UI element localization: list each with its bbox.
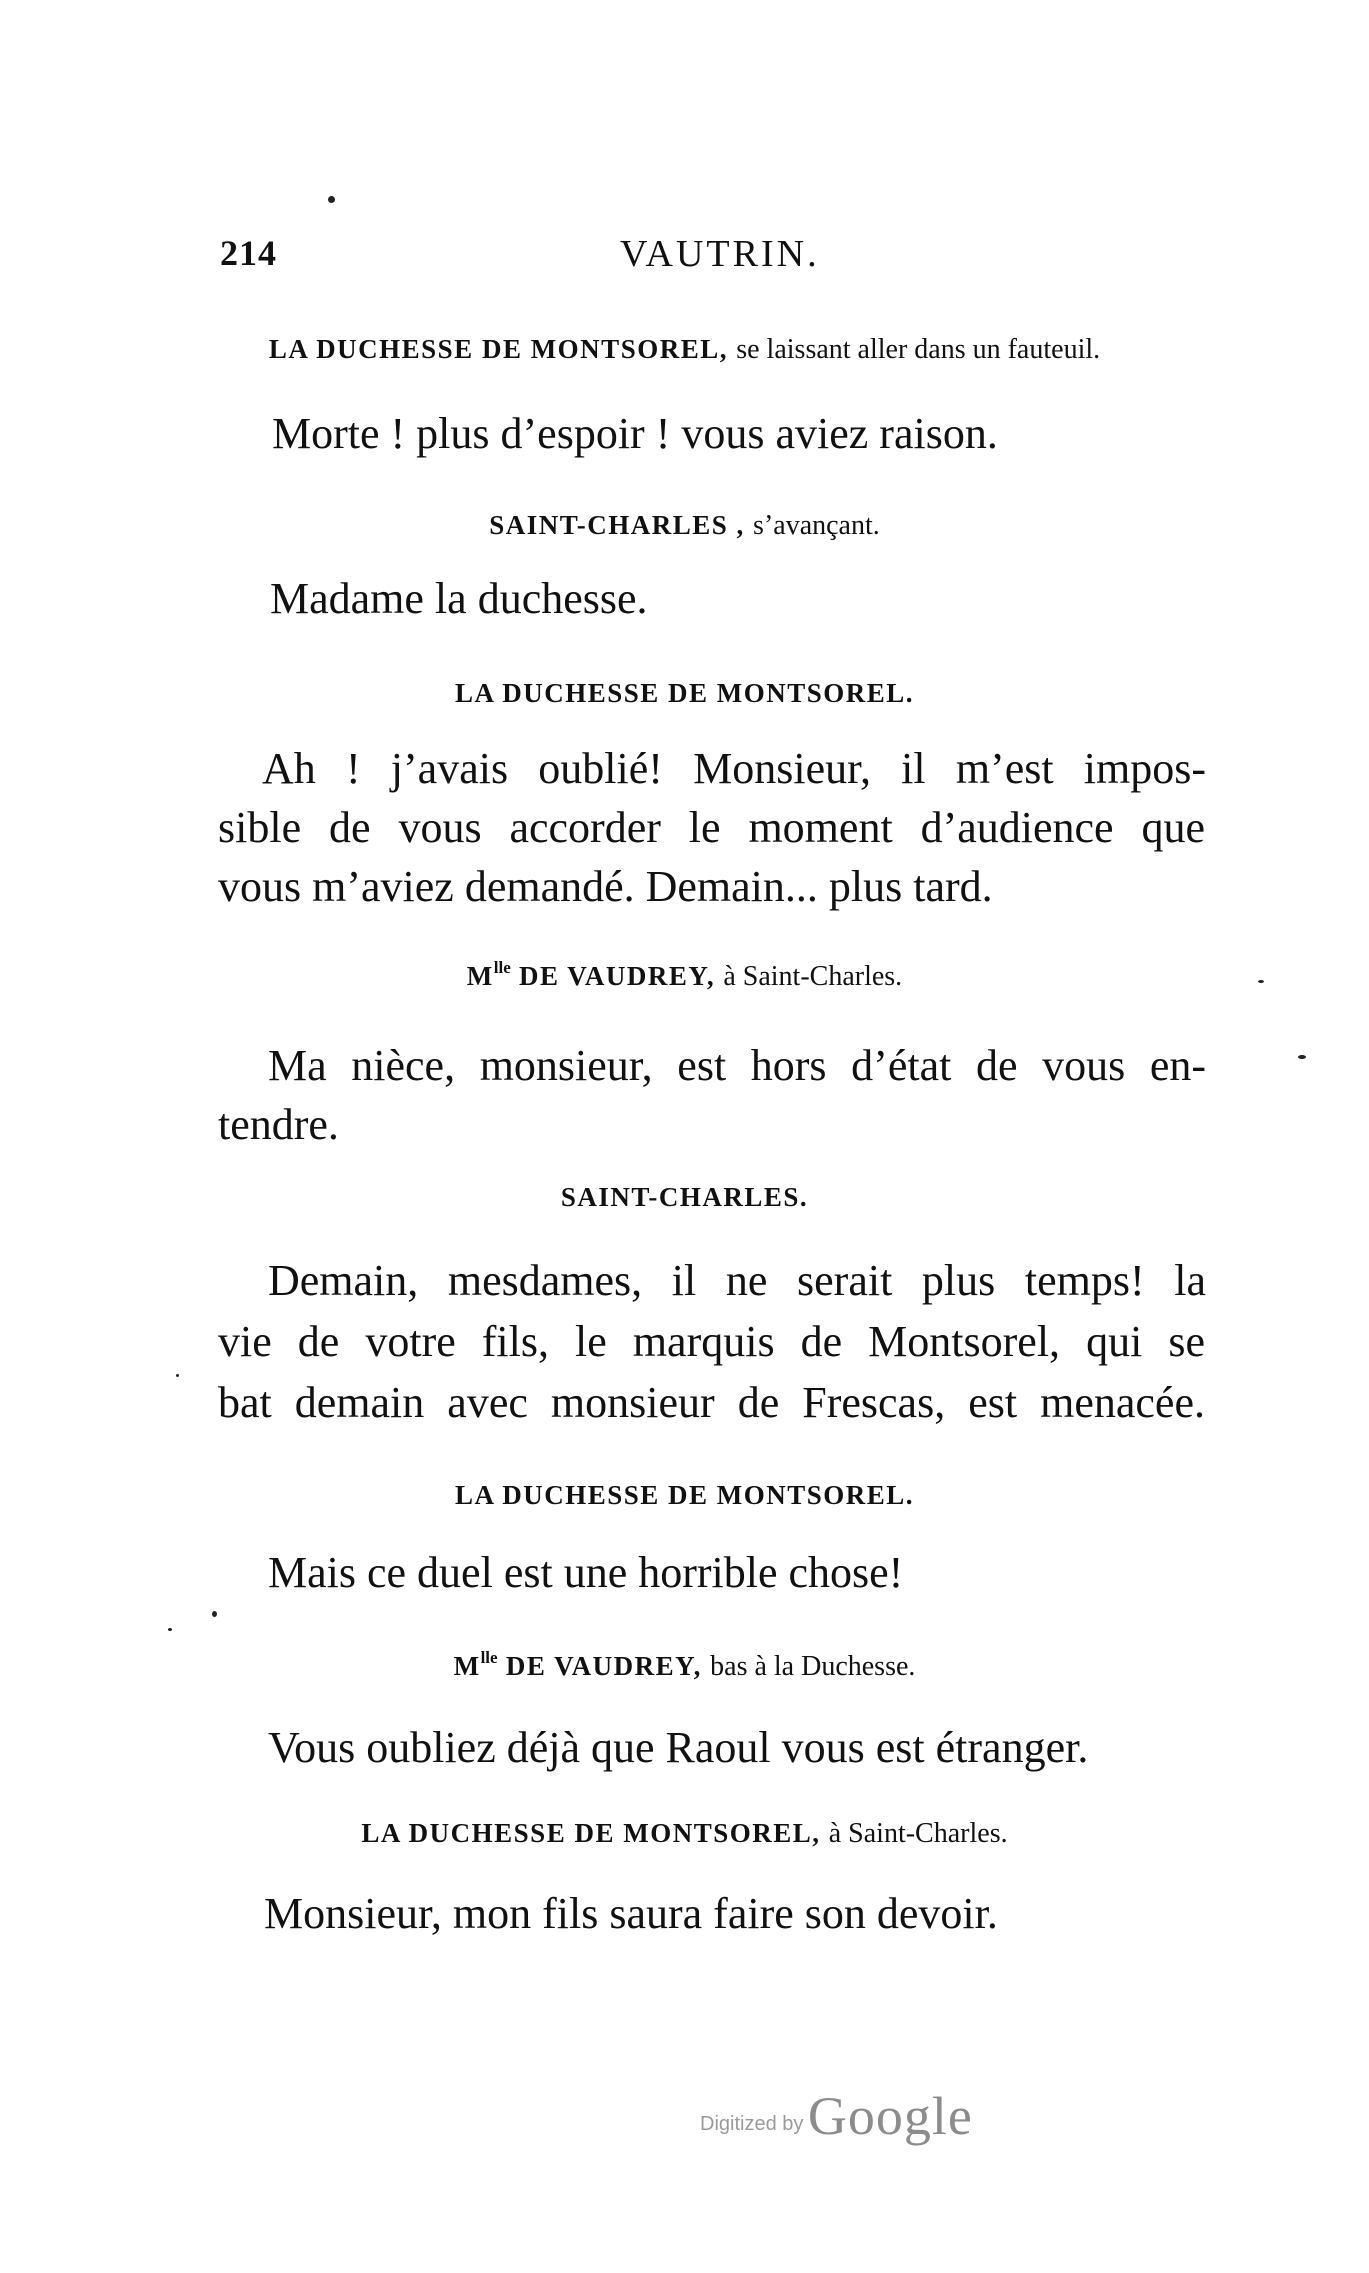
speaker-title-sup: lle (480, 1648, 498, 1667)
digitized-label: Digitized by (700, 2113, 804, 2135)
page-number: 214 (220, 233, 277, 273)
speaker-heading (0, 1182, 1369, 1213)
dialogue-line: Ah ! j’avais oublié! Monsieur, il m’est impos- (262, 744, 1206, 793)
speaker-name: LA DUCHESSE DE MONTSOREL. (454, 1480, 915, 1510)
stage-direction: s’avançant. (753, 510, 880, 541)
dialogue-line: Ma nièce, monsieur, est hors d’état de vous en- (268, 1041, 1206, 1090)
speaker-name: SAINT-CHARLES. (560, 1182, 809, 1212)
stage-direction: bas à la Duchesse. (710, 1651, 916, 1682)
scan-speck (168, 1628, 172, 1631)
dialogue-line: Demain, mesdames, il ne serait plus temps! la (268, 1256, 1206, 1305)
speaker-name: LA DUCHESSE DE MONTSOREL, (268, 334, 728, 364)
dialogue-line: bat demain avec monsieur de Frescas, est menacée. (218, 1378, 1205, 1427)
dialogue-line: vous m’aviez demandé. Demain... plus tard. (218, 862, 993, 911)
speaker-name: LA DUCHESSE DE MONTSOREL, (361, 1818, 821, 1848)
speaker-name: DE VAUDREY, (519, 961, 716, 991)
dialogue-line: Vous oubliez déjà que Raoul vous est étranger. (268, 1723, 1089, 1772)
dialogue-line: tendre. (218, 1100, 339, 1149)
speaker-heading (0, 678, 1369, 709)
scan-speck (176, 1374, 179, 1377)
dialogue-line: sible de vous accorder le moment d’audience que (218, 803, 1205, 852)
stage-direction: se laissant aller dans un fauteuil. (736, 334, 1101, 365)
scan-speck (212, 1611, 217, 1617)
dialogue-line: vie de votre fils, le marquis de Montsorel, qui se (218, 1317, 1205, 1366)
speaker-heading (0, 958, 1369, 993)
speaker-title-sup: lle (493, 958, 511, 977)
speaker-heading (0, 1648, 1369, 1683)
stage-direction: à Saint-Charles. (828, 1818, 1008, 1849)
dialogue-line: Mais ce duel est une horrible chose! (268, 1548, 904, 1597)
dialogue-line: Monsieur, mon fils saura faire son devoir. (264, 1889, 998, 1938)
digitized-watermark (700, 2085, 973, 2147)
speaker-name: LA DUCHESSE DE MONTSOREL. (454, 678, 915, 708)
speaker-heading (0, 1818, 1369, 1850)
speaker-heading (0, 510, 1369, 542)
scan-speck (1298, 1055, 1306, 1059)
scan-speck (328, 196, 335, 203)
speaker-name: DE VAUDREY, (505, 1651, 702, 1681)
speaker-heading (0, 1480, 1369, 1511)
google-logo: Google (807, 2086, 973, 2146)
speaker-title: M (466, 961, 494, 991)
speaker-name: SAINT-CHARLES , (489, 510, 745, 540)
dialogue-line: Morte ! plus d’espoir ! vous aviez raison. (272, 409, 998, 458)
speaker-heading (0, 334, 1369, 366)
running-title: VAUTRIN. (620, 233, 820, 275)
stage-direction: à Saint-Charles. (723, 961, 903, 992)
dialogue-line: Madame la duchesse. (270, 574, 648, 623)
speaker-title: M (453, 1651, 481, 1681)
